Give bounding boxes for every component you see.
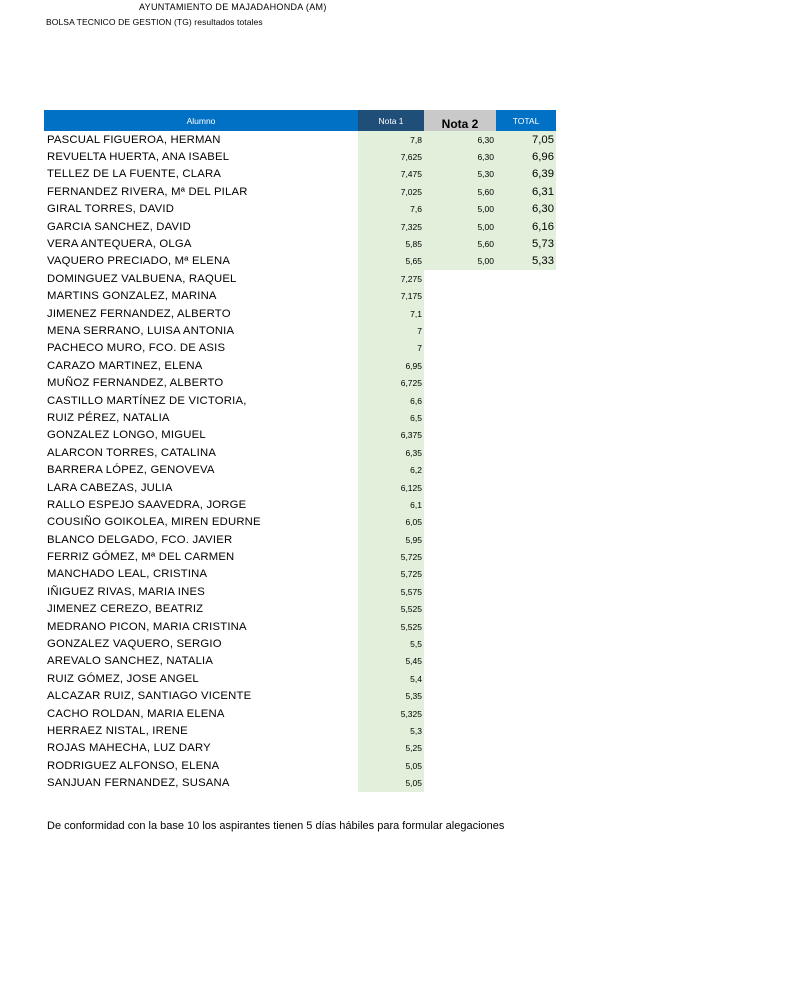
- cell-total: 5,73: [496, 235, 556, 252]
- cell-nota2: [424, 618, 496, 635]
- cell-total: [496, 288, 556, 305]
- cell-alumno: COUSIÑO GOIKOLEA, MIREN EDURNE: [47, 516, 261, 529]
- table-row: [44, 514, 556, 531]
- cell-total: [496, 444, 556, 461]
- cell-alumno: ALCAZAR RUIZ, SANTIAGO VICENTE: [47, 690, 252, 703]
- cell-alumno: VAQUERO PRECIADO, Mª ELENA: [47, 255, 231, 268]
- cell-alumno: SANJUAN FERNANDEZ, SUSANA: [47, 777, 230, 790]
- cell-alumno: RUIZ GÓMEZ, JOSE ANGEL: [47, 672, 199, 685]
- column-header-total: TOTAL: [496, 110, 556, 131]
- cell-alumno: DOMINGUEZ VALBUENA, RAQUEL: [47, 272, 237, 285]
- cell-total: 6,30: [496, 201, 556, 218]
- cell-nota1: 6,05: [358, 514, 424, 531]
- cell-total: [496, 722, 556, 739]
- column-header-alumno: Alumno: [44, 110, 358, 131]
- cell-nota1: 5,95: [358, 531, 424, 548]
- cell-nota1: 6,725: [358, 374, 424, 391]
- results-table-container: [44, 110, 556, 792]
- table-row: [44, 166, 556, 183]
- table-row: [44, 722, 556, 739]
- cell-nota1: 7,325: [358, 218, 424, 235]
- cell-nota2: [424, 548, 496, 565]
- cell-nota2: 5,00: [424, 218, 496, 235]
- cell-total: [496, 374, 556, 391]
- table-row: [44, 583, 556, 600]
- cell-nota1: 6,125: [358, 479, 424, 496]
- cell-alumno: HERRAEZ NISTAL, IRENE: [47, 724, 188, 737]
- cell-alumno: MEDRANO PICON, MARIA CRISTINA: [47, 620, 247, 633]
- cell-total: [496, 548, 556, 565]
- cell-alumno: CASTILLO MARTÍNEZ DE VICTORIA,: [47, 394, 247, 407]
- cell-nota1: 6,95: [358, 357, 424, 374]
- cell-alumno: VERA ANTEQUERA, OLGA: [47, 238, 192, 251]
- cell-nota1: 7,6: [358, 201, 424, 218]
- cell-nota1: 7,175: [358, 288, 424, 305]
- table-row: [44, 201, 556, 218]
- table-row: [44, 618, 556, 635]
- cell-nota1: 5,35: [358, 688, 424, 705]
- table-row: [44, 774, 556, 791]
- column-header-nota1: Nota 1: [358, 110, 424, 131]
- cell-total: [496, 618, 556, 635]
- cell-alumno: REVUELTA HUERTA, ANA ISABEL: [47, 151, 230, 164]
- table-body: [44, 131, 556, 792]
- cell-nota1: 5,575: [358, 583, 424, 600]
- table-row: [44, 427, 556, 444]
- cell-nota1: 5,05: [358, 774, 424, 791]
- cell-total: [496, 635, 556, 652]
- table-row: [44, 374, 556, 391]
- cell-alumno: MANCHADO LEAL, CRISTINA: [47, 568, 208, 581]
- cell-nota1: 6,6: [358, 392, 424, 409]
- cell-alumno: CARAZO MARTINEZ, ELENA: [47, 359, 203, 372]
- cell-alumno: RUIZ PÉREZ, NATALIA: [47, 411, 170, 424]
- table-row: [44, 235, 556, 252]
- table-row: [44, 270, 556, 287]
- cell-nota1: 6,35: [358, 444, 424, 461]
- cell-nota2: [424, 288, 496, 305]
- cell-total: [496, 670, 556, 687]
- cell-nota2: [424, 340, 496, 357]
- cell-nota1: 7,8: [358, 131, 424, 148]
- cell-nota1: 5,525: [358, 601, 424, 618]
- cell-nota2: [424, 722, 496, 739]
- table-row: [44, 740, 556, 757]
- cell-total: [496, 566, 556, 583]
- cell-nota1: 5,5: [358, 635, 424, 652]
- cell-nota2: [424, 392, 496, 409]
- cell-nota1: 5,325: [358, 705, 424, 722]
- cell-nota1: 5,725: [358, 548, 424, 565]
- cell-total: 6,96: [496, 148, 556, 165]
- table-row: [44, 670, 556, 687]
- cell-alumno: JIMENEZ FERNANDEZ, ALBERTO: [47, 307, 231, 320]
- cell-nota2: [424, 757, 496, 774]
- cell-nota2: [424, 305, 496, 322]
- document-subtitle: BOLSA TECNICO DE GESTION (TG) resultados totales: [46, 17, 263, 27]
- cell-nota1: 6,1: [358, 496, 424, 513]
- cell-total: [496, 757, 556, 774]
- table-row: [44, 409, 556, 426]
- cell-nota2: [424, 670, 496, 687]
- cell-alumno: MUÑOZ FERNANDEZ, ALBERTO: [47, 377, 224, 390]
- cell-nota1: 5,525: [358, 618, 424, 635]
- table-row: [44, 253, 556, 270]
- cell-total: [496, 531, 556, 548]
- cell-nota2: 6,30: [424, 131, 496, 148]
- cell-nota2: 6,30: [424, 148, 496, 165]
- cell-alumno: RALLO ESPEJO SAAVEDRA, JORGE: [47, 498, 247, 511]
- cell-total: [496, 461, 556, 478]
- cell-alumno: ALARCON TORRES, CATALINA: [47, 446, 217, 459]
- cell-nota2: [424, 705, 496, 722]
- table-row: [44, 461, 556, 478]
- cell-nota1: 5,725: [358, 566, 424, 583]
- cell-nota2: [424, 583, 496, 600]
- cell-nota2: [424, 635, 496, 652]
- cell-alumno: GONZALEZ LONGO, MIGUEL: [47, 429, 206, 442]
- cell-nota2: [424, 322, 496, 339]
- cell-nota2: 5,60: [424, 183, 496, 200]
- cell-nota1: 7: [358, 340, 424, 357]
- cell-nota2: [424, 496, 496, 513]
- cell-alumno: PASCUAL FIGUEROA, HERMAN: [47, 133, 221, 146]
- cell-nota2: [424, 653, 496, 670]
- cell-total: 7,05: [496, 131, 556, 148]
- cell-alumno: BARRERA LÓPEZ, GENOVEVA: [47, 464, 215, 477]
- table-row: [44, 183, 556, 200]
- table-row: [44, 635, 556, 652]
- cell-nota1: 7,475: [358, 166, 424, 183]
- cell-alumno: TELLEZ DE LA FUENTE, CLARA: [47, 168, 222, 181]
- table-row: [44, 148, 556, 165]
- table-row: [44, 218, 556, 235]
- table-row: [44, 757, 556, 774]
- cell-nota2: [424, 514, 496, 531]
- document-title: AYUNTAMIENTO DE MAJADAHONDA (AM): [139, 2, 327, 12]
- cell-nota1: 5,85: [358, 235, 424, 252]
- cell-nota2: [424, 270, 496, 287]
- cell-nota2: [424, 479, 496, 496]
- cell-total: [496, 496, 556, 513]
- cell-alumno: FERNANDEZ RIVERA, Mª DEL PILAR: [47, 185, 248, 198]
- table-row: [44, 444, 556, 461]
- cell-alumno: CACHO ROLDAN, MARIA ELENA: [47, 707, 225, 720]
- cell-alumno: BLANCO DELGADO, FCO. JAVIER: [47, 533, 233, 546]
- results-table: [44, 110, 556, 792]
- cell-total: 6,39: [496, 166, 556, 183]
- cell-nota1: 6,375: [358, 427, 424, 444]
- cell-total: [496, 357, 556, 374]
- table-row: [44, 357, 556, 374]
- cell-alumno: GIRAL TORRES, DAVID: [47, 203, 175, 216]
- cell-nota2: [424, 374, 496, 391]
- cell-nota1: 5,45: [358, 653, 424, 670]
- cell-nota2: [424, 601, 496, 618]
- table-row: [44, 340, 556, 357]
- table-header-row: [44, 110, 556, 131]
- cell-nota2: [424, 461, 496, 478]
- table-row: [44, 566, 556, 583]
- cell-alumno: MARTINS GONZALEZ, MARINA: [47, 290, 217, 303]
- table-row: [44, 479, 556, 496]
- cell-alumno: JIMENEZ CEREZO, BEATRIZ: [47, 603, 204, 616]
- cell-total: [496, 270, 556, 287]
- cell-nota2: [424, 740, 496, 757]
- cell-alumno: GARCIA SANCHEZ, DAVID: [47, 220, 191, 233]
- cell-alumno: FERRIZ GÓMEZ, Mª DEL CARMEN: [47, 551, 235, 564]
- cell-total: [496, 340, 556, 357]
- cell-total: [496, 774, 556, 791]
- table-row: [44, 548, 556, 565]
- cell-nota1: 5,4: [358, 670, 424, 687]
- cell-nota2: [424, 409, 496, 426]
- cell-total: [496, 705, 556, 722]
- cell-nota1: 7: [358, 322, 424, 339]
- cell-total: 6,31: [496, 183, 556, 200]
- cell-alumno: AREVALO SANCHEZ, NATALIA: [47, 655, 214, 668]
- cell-nota2: [424, 688, 496, 705]
- cell-nota2: 5,00: [424, 253, 496, 270]
- table-row: [44, 531, 556, 548]
- cell-nota1: 7,625: [358, 148, 424, 165]
- cell-alumno: PACHECO MURO, FCO. DE ASIS: [47, 342, 226, 355]
- cell-total: [496, 601, 556, 618]
- cell-total: [496, 305, 556, 322]
- column-header-nota2: Nota 2: [424, 110, 496, 131]
- table-row: [44, 496, 556, 513]
- cell-nota2: [424, 357, 496, 374]
- cell-nota1: 7,1: [358, 305, 424, 322]
- table-row: [44, 322, 556, 339]
- cell-total: [496, 653, 556, 670]
- cell-total: [496, 688, 556, 705]
- cell-nota1: 7,025: [358, 183, 424, 200]
- footer-note: De conformidad con la base 10 los aspirantes tienen 5 días hábiles para formular alegaciones: [47, 820, 505, 832]
- cell-nota2: 5,00: [424, 201, 496, 218]
- cell-total: [496, 479, 556, 496]
- cell-nota1: 5,65: [358, 253, 424, 270]
- cell-nota2: [424, 774, 496, 791]
- cell-alumno: ROJAS MAHECHA, LUZ DARY: [47, 742, 211, 755]
- table-row: [44, 392, 556, 409]
- cell-nota2: 5,60: [424, 235, 496, 252]
- cell-nota2: [424, 427, 496, 444]
- cell-total: [496, 427, 556, 444]
- cell-nota2: [424, 444, 496, 461]
- table-row: [44, 288, 556, 305]
- cell-nota1: 5,3: [358, 722, 424, 739]
- cell-total: 6,16: [496, 218, 556, 235]
- table-row: [44, 705, 556, 722]
- cell-alumno: GONZALEZ VAQUERO, SERGIO: [47, 638, 222, 651]
- cell-total: 5,33: [496, 253, 556, 270]
- cell-alumno: RODRIGUEZ ALFONSO, ELENA: [47, 759, 220, 772]
- cell-alumno: IÑIGUEZ RIVAS, MARIA INES: [47, 585, 205, 598]
- cell-alumno: LARA CABEZAS, JULIA: [47, 481, 173, 494]
- cell-nota1: 6,2: [358, 461, 424, 478]
- cell-total: [496, 583, 556, 600]
- cell-total: [496, 740, 556, 757]
- cell-nota2: [424, 531, 496, 548]
- cell-nota1: 6,5: [358, 409, 424, 426]
- cell-alumno: MENA SERRANO, LUISA ANTONIA: [47, 324, 235, 337]
- table-row: [44, 601, 556, 618]
- table-row: [44, 305, 556, 322]
- cell-total: [496, 322, 556, 339]
- cell-total: [496, 514, 556, 531]
- cell-nota1: 7,275: [358, 270, 424, 287]
- table-row: [44, 688, 556, 705]
- table-row: [44, 131, 556, 148]
- table-row: [44, 653, 556, 670]
- cell-nota1: 5,05: [358, 757, 424, 774]
- cell-total: [496, 409, 556, 426]
- cell-nota2: 5,30: [424, 166, 496, 183]
- cell-nota2: [424, 566, 496, 583]
- cell-total: [496, 392, 556, 409]
- cell-nota1: 5,25: [358, 740, 424, 757]
